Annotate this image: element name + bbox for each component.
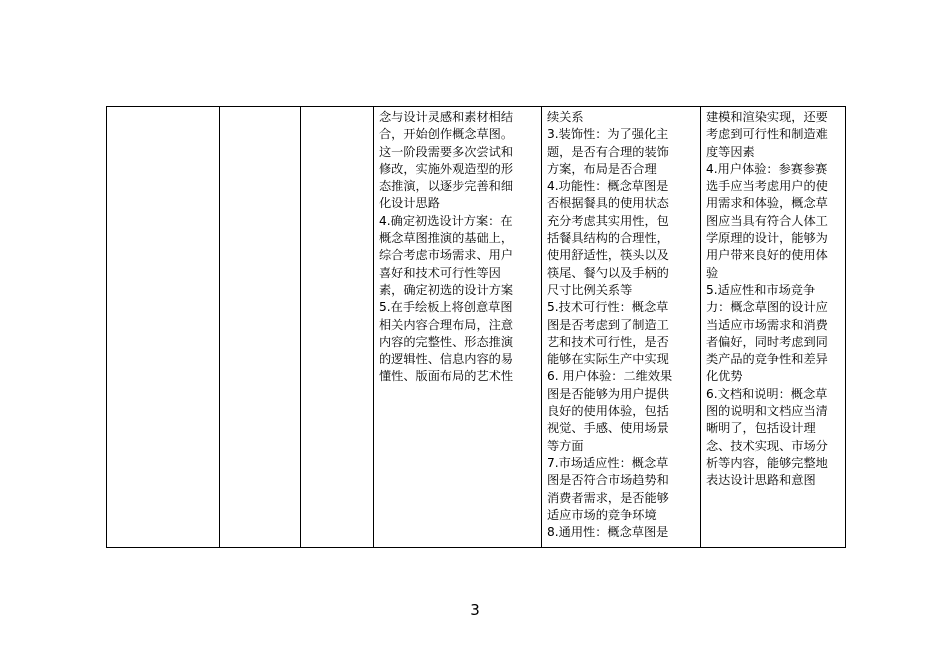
table-row	[107, 107, 846, 548]
table-cell-col3	[301, 107, 374, 548]
evaluation-criteria-text: 续关系 3.装饰性：为了强化主 题，是否有合理的装饰 方案，布局是否合理 4.功能性：概念草图是 否根据餐具的使用状态 充分考虑其实用性，包 括餐具结构的合理性， 使用舒适性，筷头以及 筷尾、餐勺以及手柄的 尺寸比例关系等 5.技术可行性：概念草 图是否考虑到了制造工 艺和技术可行性，是否 能够在实际生产中实现 6. 用户体验：二维效果 图是否能够为用户提供 良好的使用体验，包括 视觉、手感、使用场景 等方面 7.市场适应性：概念草 图是否符合市场趋势和 消费者需求，是否能够 适应市场的竞争环境 8.通用性：概念草图是	[547, 110, 673, 540]
table-cell-process	[374, 107, 542, 548]
requirements-text: 建模和渲染实现，还要 考虑到可行性和制造难 度等因素 4.用户体验：参赛参赛 选手应当考虑用户的使 用需求和体验，概念草 图应当具有符合人体工 学原理的设计，能够为 用户带来良好的使用体 验 5.适应性和市场竞争 力：概念草图的设计应 当适应市场需求和消费 者偏好，同时考虑到同 类产品的竞争性和差异 化优势 6.文档和说明：概念草 图的说明和文档应当清 晰明了，包括设计理 念、技术实现、市场分 析等内容，能够完整地 表达设计思路和意图	[706, 110, 828, 488]
cell-text-col2	[220, 107, 300, 109]
table-cell-requirements	[701, 107, 846, 548]
table-cell-col1	[107, 107, 220, 548]
table-cell-criteria	[542, 107, 701, 548]
page-number: 3	[470, 601, 480, 619]
cell-text-col3	[301, 107, 373, 109]
cell-text-col1	[107, 107, 219, 109]
table-cell-col2	[220, 107, 301, 548]
process-steps-text: 念与设计灵感和素材相结 合，开始创作概念草图。 这一阶段需要多次尝试和 修改，实施外观造型的形 态推演，以逐步完善和细 化设计思路 4.确定初选设计方案：在 概念草图推演的基础上， 综合考虑市场需求、用户 喜好和技术可行性等因 素，确定初选的设计方案 5.在手绘板上将创意草图 相关内容合理布局，注意 内容的完整性、形态推演 的逻辑性、信息内容的易 懂性、版面布局的艺术性	[379, 110, 514, 384]
content-table	[106, 106, 846, 548]
